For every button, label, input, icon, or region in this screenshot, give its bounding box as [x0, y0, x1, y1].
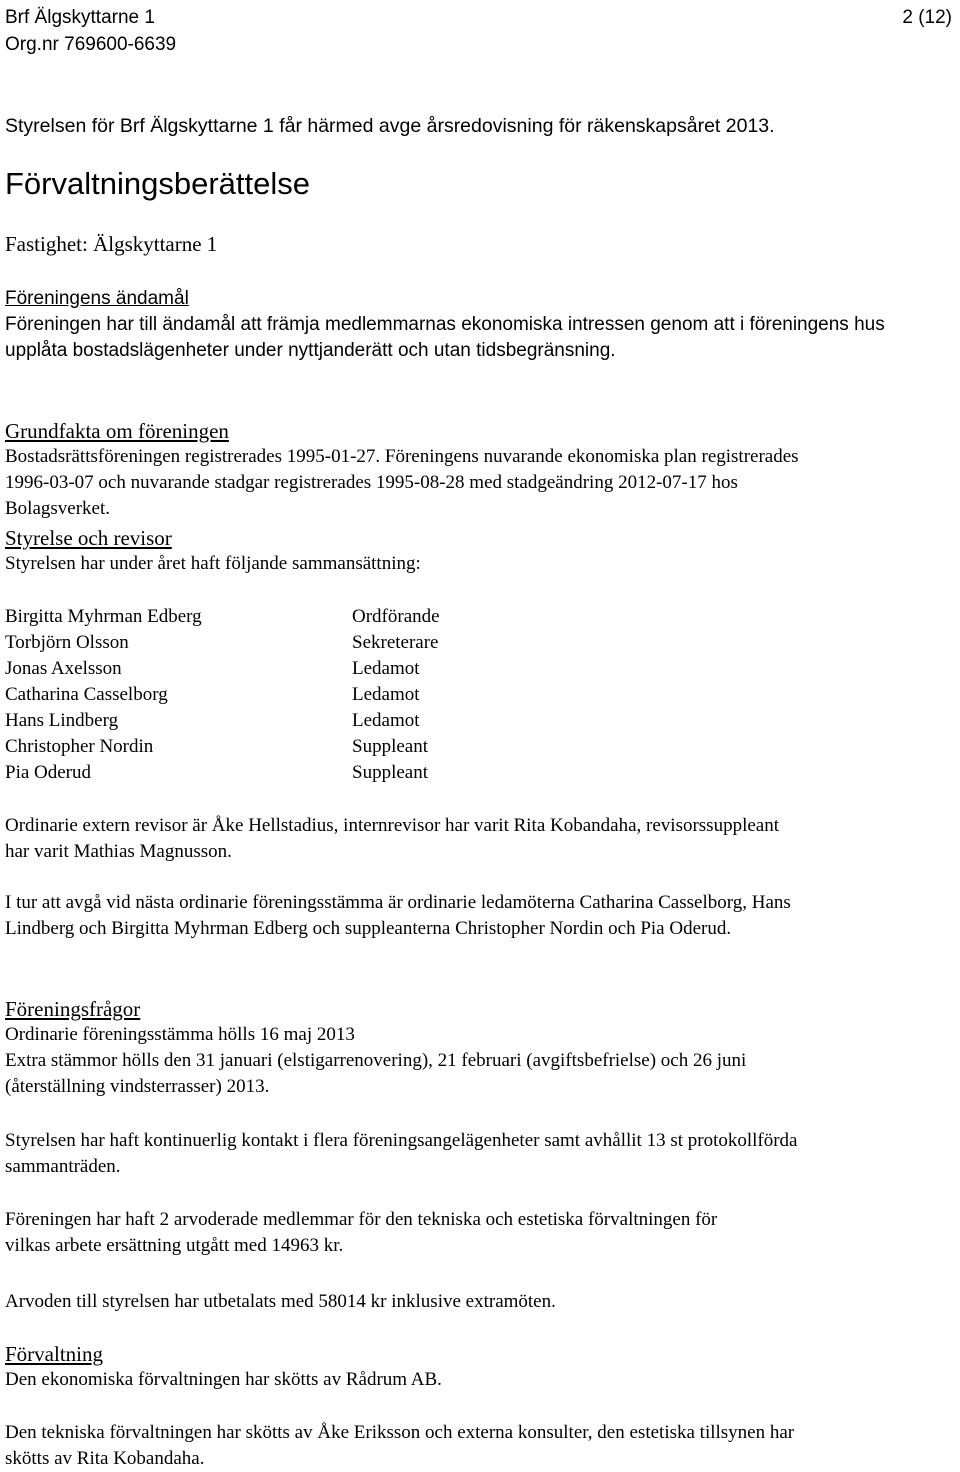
member-name: Birgitta Myhrman Edberg [5, 606, 202, 627]
member-name: Christopher Nordin [5, 736, 154, 757]
member-role: Sekreterare [352, 632, 439, 653]
purpose-heading: Föreningens ändamål [5, 288, 189, 309]
contact-line: Styrelsen har haft kontinuerlig kontakt i flera föreningsangelägenheter samt avhållit 13 st protokollförda [5, 1130, 798, 1151]
paid-members-line: vilkas arbete ersättning utgått med 14963 kr. [5, 1235, 344, 1256]
member-role: Ledamot [352, 684, 420, 705]
purpose-line: upplåta bostadslägenheter under nyttjanderätt och utan tidsbegränsning. [5, 340, 616, 361]
facts-line: Bostadsrättsföreningen registrerades 1995-01-27. Föreningens nuvarande ekonomiska plan registrerades [5, 446, 799, 467]
management-heading: Förvaltning [5, 1342, 103, 1366]
member-name: Hans Lindberg [5, 710, 119, 731]
board-heading: Styrelse och revisor [5, 526, 172, 550]
rotation-line: Lindberg och Birgitta Myhrman Edberg och suppleanterna Christopher Nordin och Pia Oderud. [5, 918, 732, 939]
member-name: Torbjörn Olsson [5, 632, 129, 653]
board-fee-paragraph [5, 1289, 950, 1315]
board-member-row [5, 604, 440, 630]
member-name: Pia Oderud [5, 762, 92, 783]
meeting-line: Extra stämmor hölls den 31 januari (elstigarrenovering), 21 februari (avgiftsbefrielse) och 26 juni [5, 1050, 747, 1071]
member-role: Suppleant [352, 736, 428, 757]
purpose-line: Föreningen har till ändamål att främja medlemmarnas ekonomiska intressen genom att i föreningens hus [5, 314, 885, 335]
page-title: Förvaltningsberättelse [5, 166, 310, 201]
facts-line: Bolagsverket. [5, 498, 111, 519]
meeting-line: (återställning vindsterrasser) 2013. [5, 1076, 270, 1097]
auditor-line: har varit Mathias Magnusson. [5, 841, 232, 862]
contact-paragraph [5, 1128, 950, 1180]
org-number: Org.nr 769600-6639 [5, 34, 177, 55]
technical-management-line: skötts av Rita Kobandaha. [5, 1448, 205, 1469]
property-label: Fastighet: Älgskyttarne 1 [5, 232, 218, 256]
board-member-row [5, 734, 440, 760]
rotation-paragraph [5, 890, 950, 942]
technical-management-paragraph [5, 1420, 950, 1472]
technical-management-line: Den tekniska förvaltningen har skötts av Åke Eriksson och externa konsulter, den estetiska tillsynen har [5, 1422, 795, 1443]
member-role: Ledamot [352, 658, 420, 679]
board-member-row [5, 656, 440, 682]
management-section [5, 1341, 950, 1393]
board-intro: Styrelsen har under året haft följande sammansättning: [5, 553, 421, 574]
intro-text: Styrelsen för Brf Älgskyttarne 1 får härmed avge årsredovisning för räkenskapsåret 2013. [5, 115, 775, 137]
economic-management-line: Den ekonomiska förvaltningen har skötts av Rådrum AB. [5, 1369, 442, 1390]
board-member-row [5, 630, 440, 656]
member-role: Ordförande [352, 606, 440, 627]
paid-members-paragraph [5, 1207, 950, 1259]
facts-line: 1996-03-07 och nuvarande stadgar registrerades 1995-08-28 med stadgeändring 2012-07-17 hos [5, 472, 738, 493]
member-name: Jonas Axelsson [5, 658, 122, 679]
board-member-row [5, 760, 440, 786]
board-member-row [5, 708, 440, 734]
facts-heading: Grundfakta om föreningen [5, 419, 229, 443]
facts-section [5, 418, 950, 522]
purpose-section [5, 286, 950, 364]
auditor-paragraph [5, 813, 950, 865]
page-header [5, 4, 176, 58]
member-role: Suppleant [352, 762, 428, 783]
paid-members-line: Föreningen har haft 2 arvoderade medlemmar för den tekniska och estetiska förvaltningen för [5, 1209, 718, 1230]
questions-heading: Föreningsfrågor [5, 997, 141, 1021]
board-section [5, 525, 950, 577]
auditor-line: Ordinarie extern revisor är Åke Hellstadius, internrevisor har varit Rita Kobandaha, revisorssuppleant [5, 815, 779, 836]
association-name: Brf Älgskyttarne 1 [5, 7, 155, 28]
member-role: Ledamot [352, 710, 420, 731]
contact-line: sammanträden. [5, 1156, 121, 1177]
rotation-line: I tur att avgå vid nästa ordinarie föreningsstämma är ordinarie ledamöterna Catharina Casselborg, Hans [5, 892, 791, 913]
questions-section [5, 996, 950, 1100]
board-member-row [5, 682, 440, 708]
board-fee-line: Arvoden till styrelsen har utbetalats med 58014 kr inklusive extramöten. [5, 1291, 556, 1312]
page-indicator: 2 (12) [902, 7, 952, 28]
member-name: Catharina Casselborg [5, 684, 168, 705]
meeting-line: Ordinarie föreningsstämma hölls 16 maj 2013 [5, 1024, 355, 1045]
board-members-table [5, 604, 440, 786]
